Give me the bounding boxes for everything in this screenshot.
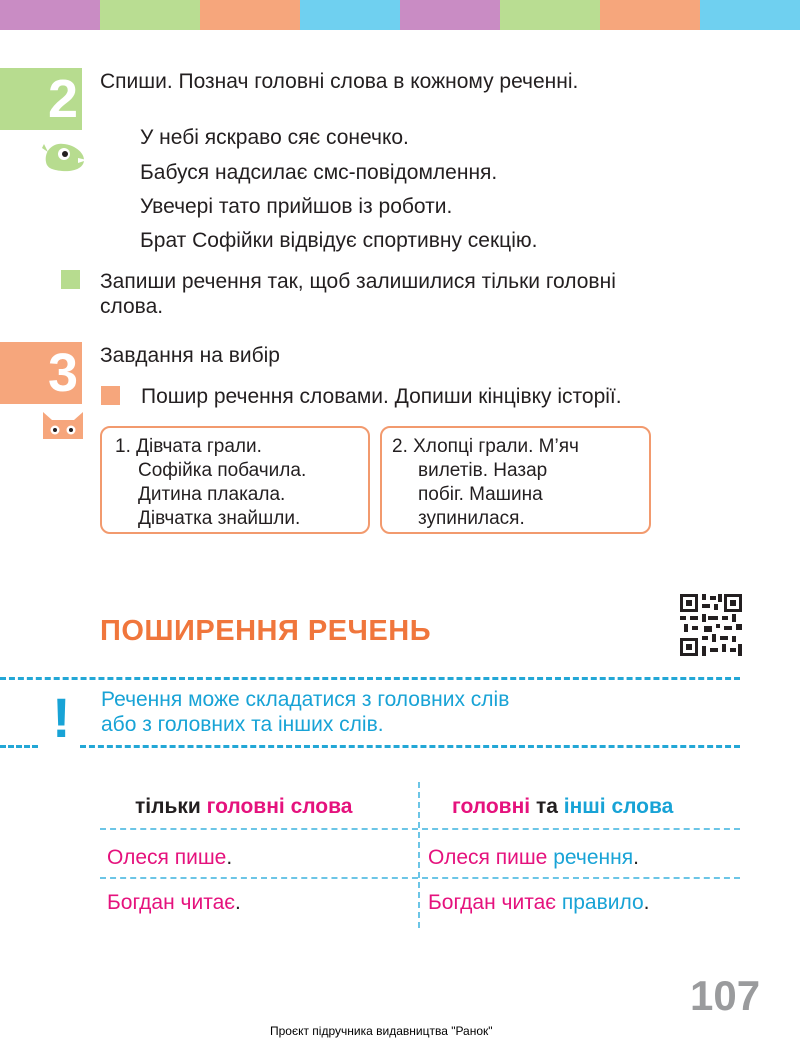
story-box-1-line-3: Дитина плакала.: [138, 484, 286, 505]
table-row-1-left: [107, 846, 232, 870]
row2-left-dot: .: [235, 891, 241, 914]
row1-right-other: речення: [553, 846, 634, 869]
exercise-3-task: Пошир речення словами. Допиши кінцівку історії.: [141, 385, 622, 408]
note-top-border: [0, 677, 740, 680]
row1-left-dot: .: [226, 846, 233, 869]
table-divider-1: [100, 828, 740, 830]
story-box-2-line-4: зупинилася.: [418, 508, 525, 529]
story-box-1-line-2: Софійка побачила.: [138, 460, 307, 481]
sentence-3: Увечері тато прийшов із роботи.: [140, 195, 453, 218]
top-color-bar: [0, 0, 800, 30]
topbar-segment: [300, 0, 400, 30]
bird-icon: [40, 138, 88, 174]
exercise-2-task-line-1: Запиши речення так, щоб залишилися тільки головні: [100, 270, 616, 293]
header-left-plain: тільки: [135, 795, 201, 818]
topbar-segment: [100, 0, 200, 30]
row2-left-main: Богдан читає: [107, 891, 235, 914]
table-row-2-right: [428, 891, 649, 915]
section-title: ПОШИРЕННЯ РЕЧЕНЬ: [100, 615, 432, 647]
topbar-segment: [200, 0, 300, 30]
topbar-segment: [600, 0, 700, 30]
rule-line-2: або з головних та інших слів.: [101, 713, 384, 736]
topbar-segment: [500, 0, 600, 30]
cat-icon: [40, 408, 86, 440]
row1-left-main: Олеся пише: [107, 846, 227, 869]
story-box-2-line-2: вилетів. Назар: [418, 460, 548, 481]
row1-right-main: Олеся пише: [428, 846, 548, 869]
story-box-1-line-1: 1. Дівчата грали.: [115, 436, 262, 457]
exclamation-icon: !: [52, 686, 71, 749]
story-box-2-line-3: побіг. Машина: [418, 484, 543, 505]
exercise-2-instruction: Спиши. Познач головні слова в кожному реченні.: [100, 70, 579, 93]
qr-code-icon[interactable]: [680, 594, 742, 656]
topbar-segment: [700, 0, 800, 30]
sentence-1: У небі яскраво сяє сонечко.: [140, 126, 409, 149]
table-column-divider: [418, 782, 420, 928]
table-header-left: [135, 795, 352, 819]
exercise-2-task-line-2: слова.: [100, 295, 164, 318]
table-row-2-left: [107, 891, 241, 915]
story-box-1-line-4: Дівчатка знайшли.: [138, 508, 301, 529]
header-right-main-words: головні: [452, 795, 531, 818]
row2-right-dot: .: [643, 891, 650, 914]
table-divider-2: [100, 877, 740, 879]
header-right-other-words: інші слова: [563, 795, 674, 818]
sentence-2: Бабуся надсилає смс-повідомлення.: [140, 161, 498, 184]
footer-note: Проєкт підручника видавництва "Ранок": [270, 1024, 493, 1038]
topbar-segment: [0, 0, 100, 30]
task-marker-orange: [101, 386, 120, 405]
table-row-1-right: [428, 846, 639, 870]
choice-task-label: Завдання на вибір: [100, 344, 280, 367]
note-bottom-border-right: [80, 745, 740, 748]
row1-right-dot: .: [633, 846, 639, 869]
table-header-right: [452, 795, 673, 819]
task-marker-green: [61, 270, 80, 289]
exercise-2-number: 2: [0, 68, 82, 130]
row2-right-main: Богдан читає: [428, 891, 556, 914]
sentence-4: Брат Софійки відвідує спортивну секцію.: [140, 229, 538, 252]
rule-line-1: Речення може складатися з головних слів: [101, 688, 510, 711]
exercise-3-number: 3: [0, 342, 82, 404]
page-number: 107: [690, 972, 761, 1019]
header-left-main-words: головні слова: [206, 795, 353, 818]
note-bottom-border-left: [0, 745, 38, 748]
header-right-and: та: [535, 795, 558, 818]
row2-right-other: правило: [561, 891, 644, 914]
topbar-segment: [400, 0, 500, 30]
story-box-2-line-1: 2. Хлопці грали. М’яч: [392, 436, 579, 457]
